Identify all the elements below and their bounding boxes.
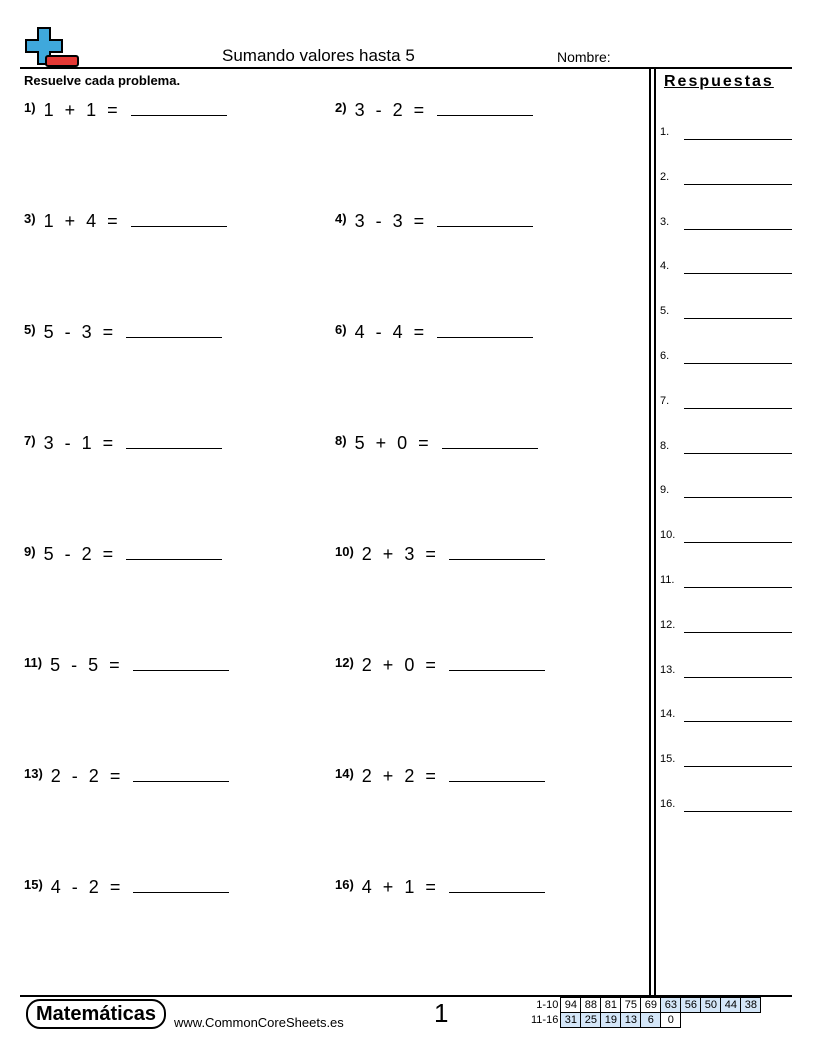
problem-expression: 5 - 3 = xyxy=(43,322,117,342)
problem xyxy=(335,100,533,130)
answer-blank[interactable] xyxy=(684,632,792,633)
score-cell: 0 xyxy=(661,1013,681,1028)
answer-blank[interactable] xyxy=(684,721,792,722)
answer-blank[interactable] xyxy=(684,273,792,274)
brand-badge: Matemáticas xyxy=(26,999,166,1029)
answer-blank[interactable] xyxy=(684,587,792,588)
problem-expression: 5 - 5 = xyxy=(50,655,123,675)
answer-number: 3. xyxy=(660,215,670,228)
answer-blank[interactable] xyxy=(449,558,545,560)
problem-number: 10) xyxy=(335,544,354,559)
answer-blank[interactable] xyxy=(684,229,792,230)
problem xyxy=(335,655,545,685)
answer-number: 16. xyxy=(660,798,676,810)
answer-blank[interactable] xyxy=(684,677,792,678)
answer-blank[interactable] xyxy=(684,139,792,140)
problem-expression: 2 + 0 = xyxy=(361,655,439,675)
answer-row xyxy=(660,212,792,230)
answer-row xyxy=(660,749,792,767)
problem xyxy=(335,433,538,463)
problem xyxy=(24,211,227,241)
answer-row xyxy=(660,525,792,543)
header-divider xyxy=(20,67,792,69)
answer-blank[interactable] xyxy=(449,669,545,671)
answer-row xyxy=(660,301,792,319)
answer-number: 13. xyxy=(660,663,676,676)
answer-blank[interactable] xyxy=(684,453,792,454)
problem-number: 14) xyxy=(335,766,354,781)
name-label: Nombre: xyxy=(557,49,611,65)
answers-column-divider xyxy=(649,67,651,996)
answer-blank[interactable] xyxy=(449,891,545,893)
answer-blank[interactable] xyxy=(684,542,792,543)
answer-number: 14. xyxy=(660,708,676,721)
answer-number: 4. xyxy=(660,260,670,273)
answer-row xyxy=(660,615,792,633)
answer-blank[interactable] xyxy=(126,447,222,449)
problem xyxy=(24,766,229,796)
score-table xyxy=(528,997,761,1028)
problem-expression: 2 + 2 = xyxy=(361,766,439,786)
score-cell: 88 xyxy=(581,998,601,1013)
problem-expression: 1 + 1 = xyxy=(43,100,121,120)
score-range-label: 11-16 xyxy=(531,1014,559,1026)
answer-blank[interactable] xyxy=(684,363,792,364)
problem-number: 6) xyxy=(335,322,347,337)
answer-number: 10. xyxy=(660,529,676,542)
problem-number: 9) xyxy=(24,544,36,559)
problem xyxy=(335,877,545,907)
answer-row xyxy=(660,256,792,274)
score-cell: 44 xyxy=(721,998,741,1013)
answer-number: 6. xyxy=(660,350,670,362)
problem-number: 13) xyxy=(24,766,43,781)
answer-blank[interactable] xyxy=(684,408,792,409)
problem-number: 12) xyxy=(335,655,354,670)
score-cell: 25 xyxy=(581,1013,601,1028)
problem-expression: 4 + 1 = xyxy=(361,877,439,897)
answer-number: 11. xyxy=(660,574,675,586)
problem-expression: 3 - 2 = xyxy=(354,100,428,120)
page-number: 1 xyxy=(434,998,449,1028)
score-cell: 94 xyxy=(561,998,581,1013)
answer-number: 8. xyxy=(660,439,670,452)
answer-blank[interactable] xyxy=(131,225,227,227)
problem-number: 2) xyxy=(335,100,347,115)
problem xyxy=(24,433,222,463)
problem xyxy=(24,544,222,574)
answer-blank[interactable] xyxy=(131,114,227,116)
answer-number: 9. xyxy=(660,484,670,497)
problem-number: 11) xyxy=(24,655,43,670)
problem-expression: 3 - 1 = xyxy=(43,433,117,453)
problem-number: 8) xyxy=(335,433,347,448)
score-cell: 69 xyxy=(641,998,661,1013)
problem-expression: 4 - 2 = xyxy=(50,877,124,897)
problem-number: 4) xyxy=(335,211,347,226)
answer-number: 12. xyxy=(660,618,676,631)
problem xyxy=(335,544,545,574)
score-cell: 13 xyxy=(621,1013,641,1028)
answer-row xyxy=(660,122,792,140)
answer-blank[interactable] xyxy=(133,669,229,671)
problem xyxy=(335,211,533,241)
score-cell: 63 xyxy=(661,998,681,1013)
answer-number: 5. xyxy=(660,305,670,318)
score-row xyxy=(528,1013,761,1028)
problem xyxy=(24,322,222,352)
score-cell: 50 xyxy=(701,998,721,1013)
problem-expression: 1 + 4 = xyxy=(43,211,121,231)
answer-blank[interactable] xyxy=(442,447,538,449)
answer-row xyxy=(660,794,792,812)
answer-blank[interactable] xyxy=(684,184,792,185)
answer-number: 7. xyxy=(660,394,670,407)
answer-blank[interactable] xyxy=(684,766,792,767)
problem-number: 16) xyxy=(335,877,354,892)
answer-blank[interactable] xyxy=(684,811,792,812)
problem xyxy=(24,655,229,685)
problem xyxy=(24,100,227,130)
answer-number: 2. xyxy=(660,170,670,183)
answer-number: 1. xyxy=(660,126,670,138)
score-cell: 75 xyxy=(621,998,641,1013)
score-cell: 56 xyxy=(681,998,701,1013)
score-cell: 38 xyxy=(741,998,761,1013)
instructions: Resuelve cada problema. xyxy=(24,73,181,88)
problem xyxy=(335,766,545,796)
answers-column-divider xyxy=(654,67,656,996)
answer-row xyxy=(660,570,792,588)
answer-row xyxy=(660,167,792,185)
problem-number: 3) xyxy=(24,211,36,226)
problem xyxy=(24,877,229,907)
score-cell: 6 xyxy=(641,1013,661,1028)
answer-blank[interactable] xyxy=(126,336,222,338)
answers-title: Respuestas xyxy=(664,73,774,90)
answer-row xyxy=(660,391,792,409)
answer-blank[interactable] xyxy=(126,558,222,560)
worksheet-title: Sumando valores hasta 5 xyxy=(222,46,415,65)
score-row xyxy=(528,998,761,1013)
answer-blank[interactable] xyxy=(133,891,229,893)
problem-number: 1) xyxy=(24,100,36,115)
answer-row xyxy=(660,346,792,364)
answer-blank[interactable] xyxy=(449,780,545,782)
problem xyxy=(335,322,533,352)
answer-row xyxy=(660,660,792,678)
answer-blank[interactable] xyxy=(437,225,533,227)
problem-expression: 5 + 0 = xyxy=(354,433,432,453)
plus-minus-logo-icon xyxy=(24,26,80,70)
score-cell: 81 xyxy=(601,998,621,1013)
score-range-label: 1-10 xyxy=(536,999,559,1011)
answer-blank[interactable] xyxy=(437,336,533,338)
answer-row xyxy=(660,436,792,454)
problem-expression: 2 - 2 = xyxy=(50,766,124,786)
answer-blank[interactable] xyxy=(684,497,792,498)
problem-expression: 5 - 2 = xyxy=(43,544,117,564)
score-cell: 19 xyxy=(601,1013,621,1028)
problem-expression: 4 - 4 = xyxy=(354,322,428,342)
answer-blank[interactable] xyxy=(684,318,792,319)
score-cell: 31 xyxy=(561,1013,581,1028)
answer-number: 15. xyxy=(660,753,676,766)
problem-expression: 3 - 3 = xyxy=(354,211,428,231)
problem-expression: 2 + 3 = xyxy=(361,544,439,564)
problem-number: 15) xyxy=(24,877,43,892)
problem-number: 7) xyxy=(24,433,36,448)
answer-row xyxy=(660,480,792,498)
answer-blank[interactable] xyxy=(437,114,533,116)
problem-number: 5) xyxy=(24,322,36,337)
site-url: www.CommonCoreSheets.es xyxy=(174,1015,344,1030)
answer-row xyxy=(660,704,792,722)
answer-blank[interactable] xyxy=(133,780,229,782)
